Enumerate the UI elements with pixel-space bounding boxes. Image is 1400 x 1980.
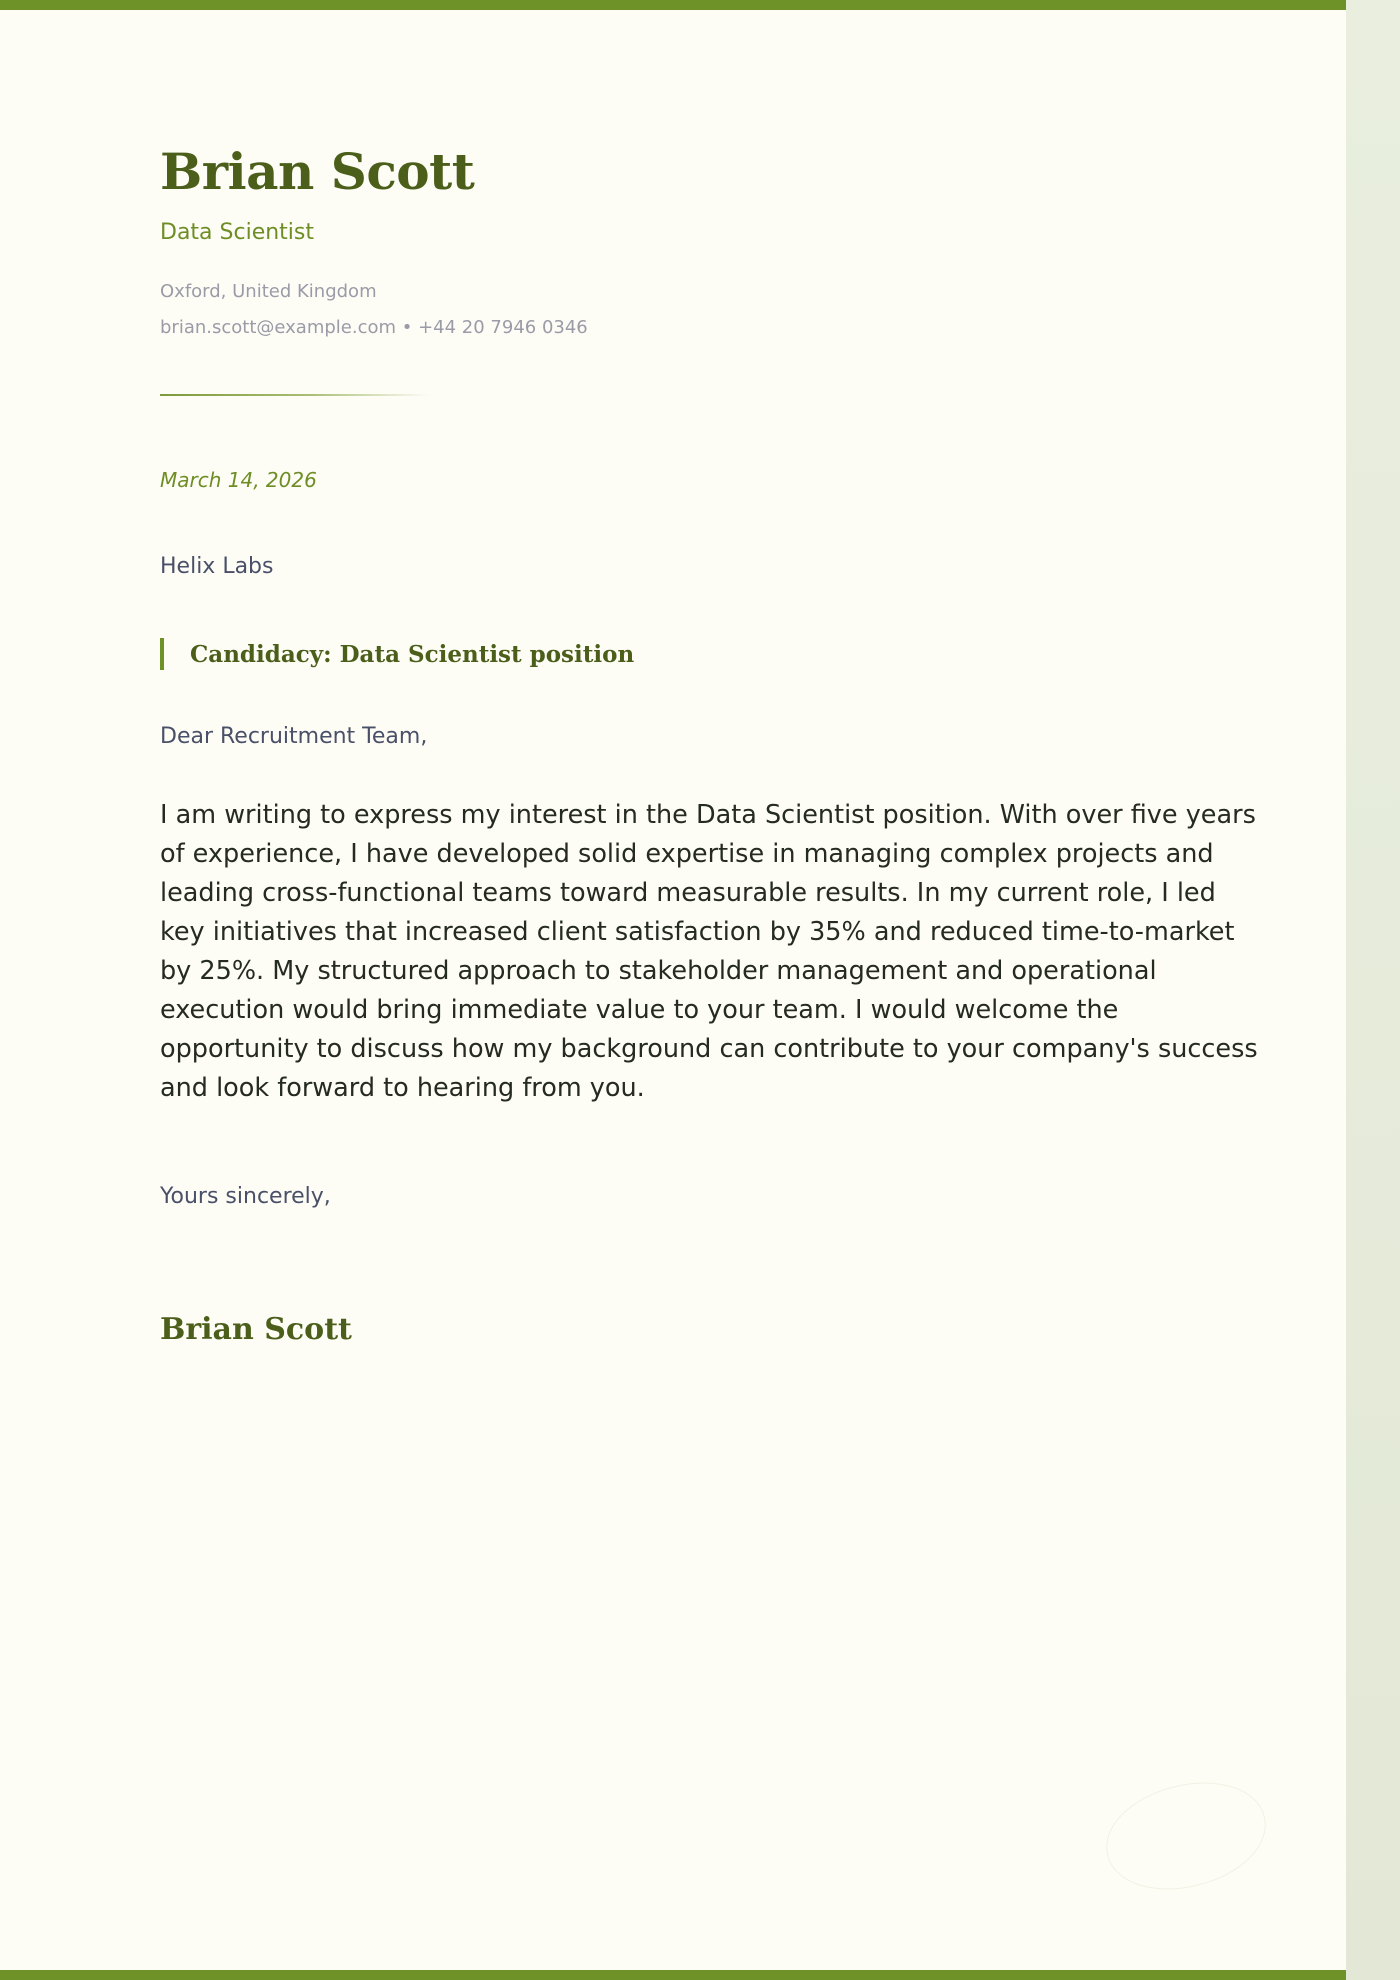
signature: Brian Scott — [160, 1312, 352, 1347]
page-side-margin — [1346, 0, 1400, 1980]
letter-date: March 14, 2026 — [160, 468, 317, 492]
letter-body: I am writing to express my interest in the Data Scientist position. With over five years of experience, I have developed solid expertise in managing complex projects and leading cross-functional teams toward measurable results. In my current role, I led key initiatives that increased client satisfaction by 35% and reduced time-to-market by 25%. My structured approach to stakeholder management and operational execution would bring immediate value to your team. I would welcome the opportunity to discuss how my background can contribute to your company's success and look forward to hearing from you. — [160, 800, 1258, 1103]
bottom-accent-bar — [0, 1970, 1346, 1980]
subject-line — [160, 638, 1260, 670]
top-accent-bar — [0, 0, 1346, 10]
salutation: Dear Recruitment Team, — [160, 724, 428, 749]
decorative-seal-outline — [1095, 1767, 1277, 1905]
sender-name: Brian Scott — [160, 142, 475, 201]
sender-job-title: Data Scientist — [160, 220, 314, 245]
closing: Yours sincerely, — [160, 1184, 331, 1209]
letter-content — [160, 140, 1260, 1350]
subject-text: Candidacy: Data Scientist position — [190, 640, 635, 668]
sender-contact-line: brian.scott@example.com • +44 20 7946 0346 — [160, 317, 588, 338]
sender-location: Oxford, United Kingdom — [160, 281, 377, 302]
header-divider — [160, 394, 430, 396]
recipient-company: Helix Labs — [160, 554, 274, 579]
contact-block — [160, 274, 1260, 346]
